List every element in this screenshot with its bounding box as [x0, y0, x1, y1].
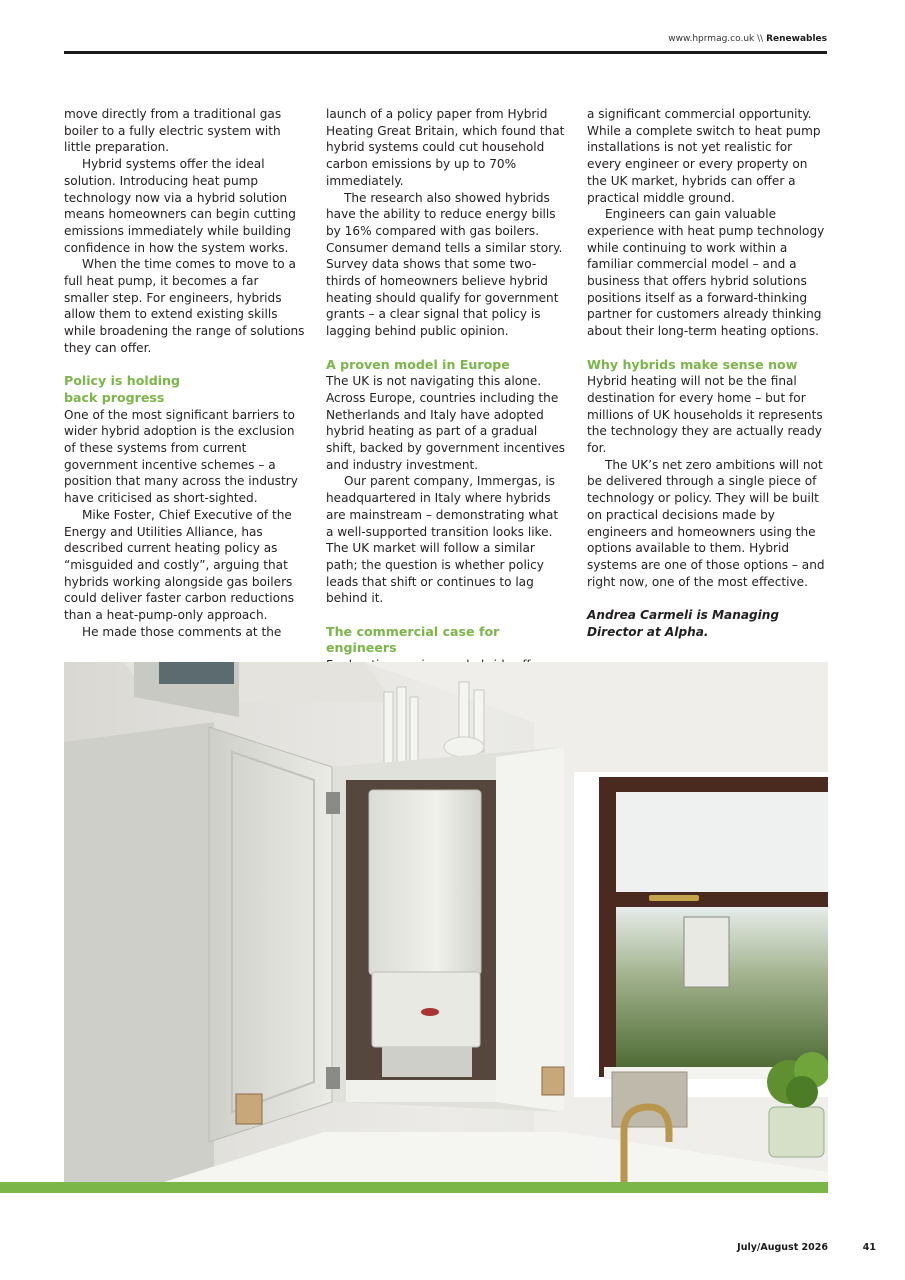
header-text — [668, 34, 827, 44]
paragraph: The UK’s net zero ambitions will not be delivered through a single piece of technology or policy. They will be built on practical decisions made by engineers and homeowners using the options available to them. Hybrid systems are one of those options – and right now, one of the most effective. — [587, 457, 825, 589]
paragraph: Our parent company, Immergas, is headquartered in Italy where hybrids are mainstream – demonstrating what a well-supported transition looks like. The UK market will follow a similar path; the question is whether policy leads that shift or continues to lag behind it. — [326, 474, 559, 606]
header-rule — [64, 51, 827, 54]
paragraph: The UK is not navigating this alone. Across Europe, countries including the Netherlands and Italy have adopted hybrid heating as part of a gradual shift, backed by government incentives and industry investment. — [326, 374, 566, 472]
subheading: Policy is holding back progress — [64, 373, 181, 405]
cabinet-shelf — [346, 1080, 496, 1102]
photo-illustration — [64, 662, 828, 1182]
subheading: A proven model in Europe — [326, 356, 510, 372]
header-separator: \\ — [757, 34, 764, 44]
boiler-logo — [421, 1008, 439, 1016]
paragraph: Mike Foster, Chief Executive of the Energy and Utilities Alliance, has described current heating policy as “misguided and costly”, arguing that hybrids working alongside gas boilers could deliver faster carbon reductions than a heat-pump-only approach. — [64, 507, 295, 623]
paragraph: a significant commercial opportunity. While a complete switch to heat pump installations is not yet realistic for every engineer or every property on the UK market, hybrids can offer a practical middle ground. — [587, 107, 821, 205]
paragraph: Engineers can gain valuable experience with heat pump technology while continuing to work within a familiar commercial model – and a business that offers hybrid solutions positions itself as a forward-thinking partner for customers already thinking about their long-term heating options. — [587, 207, 825, 339]
herb-pot — [769, 1107, 824, 1157]
paragraph: Hybrid heating will not be the final destination for every home – but for millions of UK households it represents the technology they are actually ready for. — [587, 374, 823, 456]
wall-socket-right — [542, 1067, 564, 1095]
garden-shed — [684, 917, 729, 987]
window-handle — [649, 895, 699, 901]
column-2 — [326, 106, 568, 674]
footer-accent-bar — [0, 1182, 828, 1193]
window-top-pane — [616, 792, 828, 892]
boiler-base — [382, 1047, 472, 1077]
door-hinge-bottom — [326, 1067, 340, 1089]
subheading: The commercial case for engineers — [326, 623, 500, 656]
boiler-cupboard-photo — [64, 662, 828, 1182]
consumer-unit-panel — [159, 662, 234, 684]
cabinet-side — [496, 747, 564, 1112]
page-number: 41 — [862, 1242, 876, 1253]
paragraph: One of the most significant barriers to wider hybrid adoption is the exclusion of these systems from current government incentive schemes – a position that many across the industry have criticised as short-sighted. — [64, 407, 298, 506]
subheading: Why hybrids make sense now — [587, 356, 798, 372]
author-byline: Andrea Carmeli is Managing Director at Alpha. — [587, 608, 780, 639]
paragraph: move directly from a traditional gas boiler to a fully electric system with little preparation. — [64, 107, 282, 155]
wall-socket — [236, 1094, 262, 1124]
door-hinge-top — [326, 792, 340, 814]
paragraph: When the time comes to move to a full heat pump, it becomes a far smaller step. For engineers, hybrids allow them to extend existing skills while broadening the range of solutions they can offer. — [64, 257, 305, 355]
footer-issue: July/August 2026 — [737, 1242, 828, 1253]
paragraph: He made those comments at the — [82, 624, 282, 639]
article-body — [64, 106, 827, 656]
paragraph: The research also showed hybrids have the ability to reduce energy bills by 16% compared with gas boilers. Consumer demand tells a similar story. Survey data shows that some two-thirds of homeowners believe hybrid heating should qualify for government grants – a clear signal that policy is lagging behind public opinion. — [326, 190, 563, 339]
boiler-unit — [369, 790, 481, 975]
herb-plant-leaves-lower — [786, 1076, 818, 1108]
column-1 — [64, 106, 306, 640]
left-wall-shadow — [64, 722, 214, 1182]
paragraph: Hybrid systems offer the ideal solution. Introducing heat pump technology now via a hybrid solution means homeowners can begin cutting emissions immediately while building confidence in how the system works. — [64, 157, 296, 255]
column-3 — [587, 106, 829, 640]
page-header — [64, 30, 827, 54]
header-url: www.hprmag.co.uk — [668, 34, 755, 44]
header-section: Renewables — [766, 34, 827, 44]
paragraph: launch of a policy paper from Hybrid Heating Great Britain, which found that hybrid systems could cut household carbon emissions by up to 70% immediately. — [326, 107, 565, 188]
